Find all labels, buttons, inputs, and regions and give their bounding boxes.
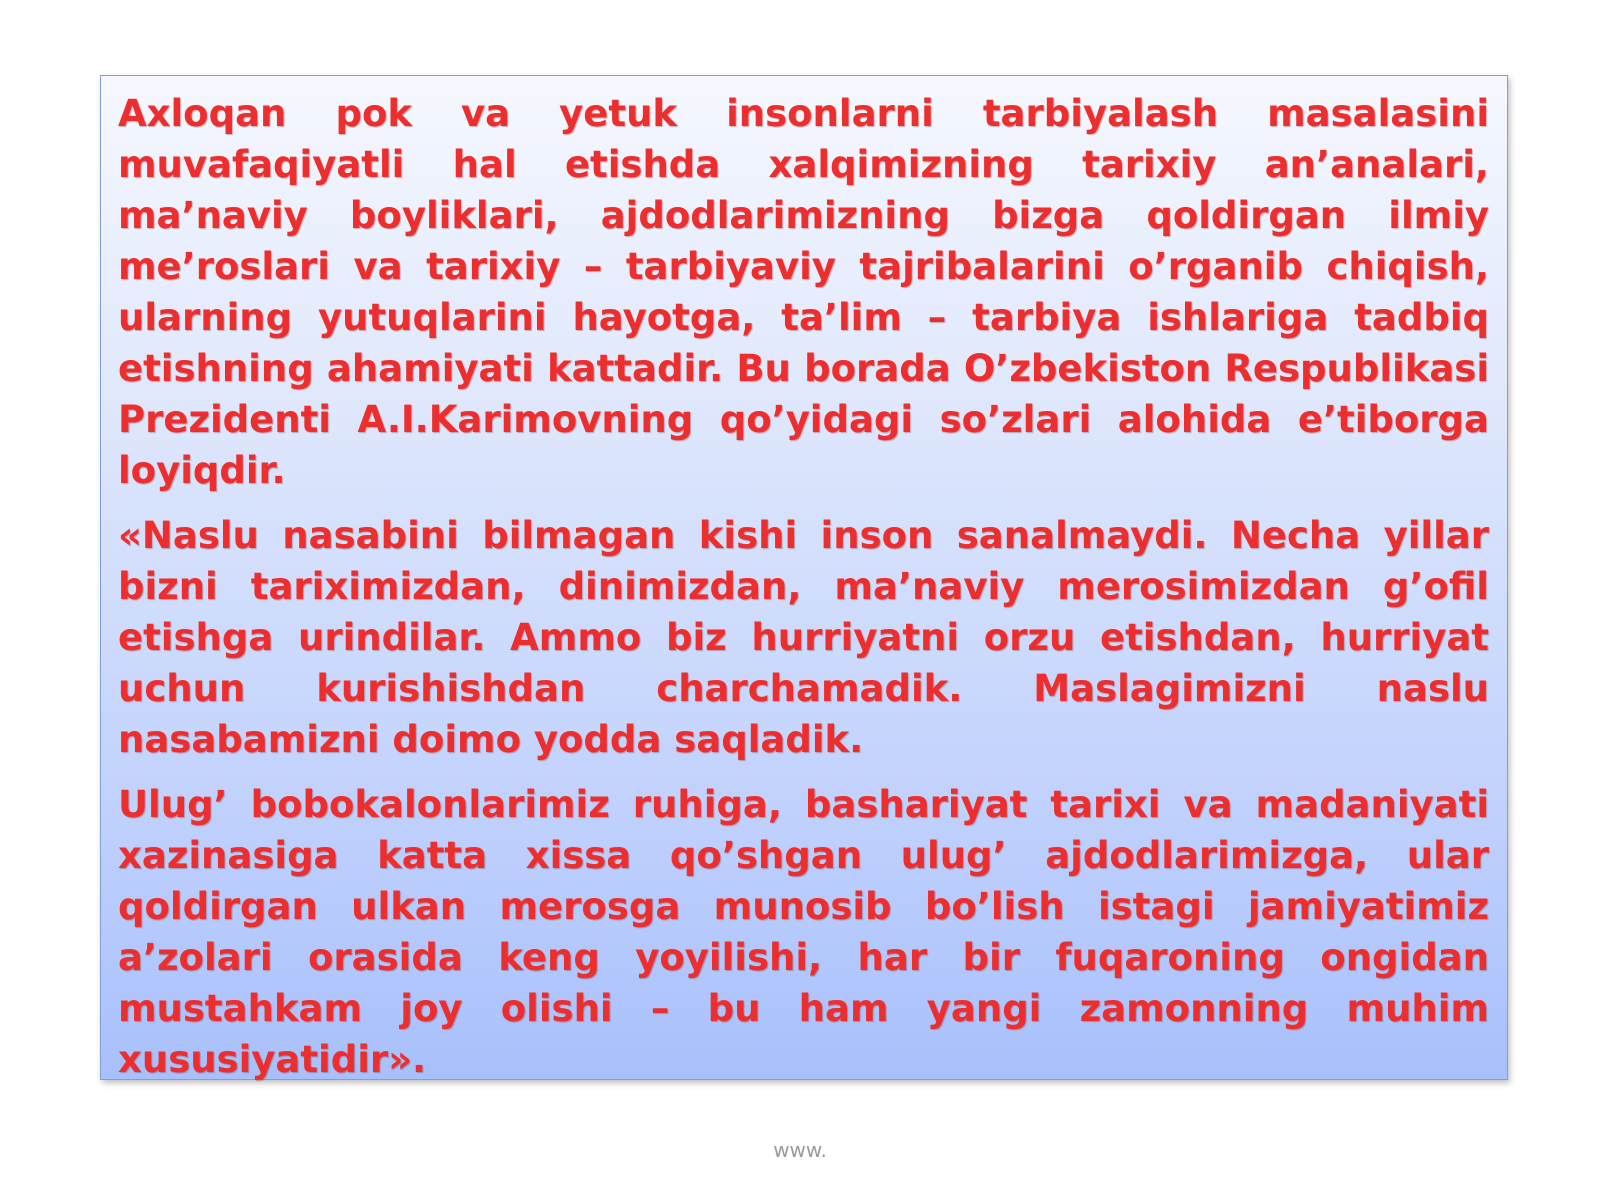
paragraph-quote-start: «Naslu nasabini bilmagan kishi inson sanalmaydi. Necha yillar bizni tariximizdan, dinimizdan, ma’naviy merosimizdan g’ofil etishga urindilar. Ammo biz hurriyatni orzu etishdan, hurriyat uchun kurishishdan charchamadik. Maslagimizni naslu nasabamizni doimo yodda saqladik.	[118, 514, 1489, 761]
paragraph-intro: Axloqan pok va yetuk insonlarni tarbiyalash masalasini muvafaqiyatli hal etishda xalqimizning tarixiy an’analari, ma’naviy boyliklari, ajdodlarimizning bizga qoldirgan ilmiy me’roslari va tarixiy – tarbiyaviy tajribalarini o’rganib chiqish, ularning yutuqlarini hayotga, ta’lim – tarbiya ishlariga tadbiq etishning ahamiyati kattadir. Bu borada O’zbekiston Respublikasi Prezidenti A.I.Karimovning qo’yidagi so’zlari alohida e’tiborga loyiqdir.	[118, 92, 1489, 492]
footer-text: www.	[773, 1138, 827, 1162]
text-box	[100, 75, 1508, 1080]
paragraph-quote-end: Ulug’ bobokalonlarimiz ruhiga, bashariyat tarixi va madaniyati xazinasiga katta xissa qo’shgan ulug’ ajdodlarimizga, ular qoldirgan ulkan merosga munosib bo’lish istagi jamiyatimiz a’zolari orasida keng yoyilishi, har bir fuqaroning ongidan mustahkam joy olishi – bu ham yangi zamonning muhim xususiyatidir».	[118, 783, 1489, 1081]
